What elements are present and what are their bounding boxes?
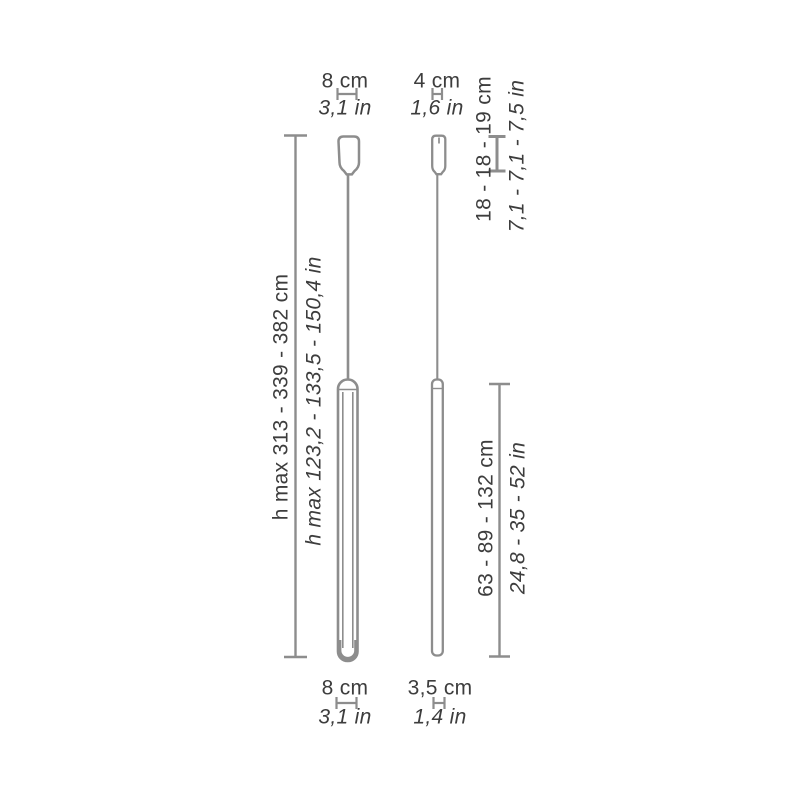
label-left-top-width-cm: 8 cm bbox=[321, 69, 369, 93]
label-max-height-in: h max 123,2 - 133,5 - 150,4 in bbox=[302, 256, 326, 546]
left-lamp-canopy bbox=[339, 137, 360, 175]
label-diffuser-height-in: 24,8 - 35 - 52 in bbox=[506, 441, 530, 595]
label-left-top-width-in: 3,1 in bbox=[318, 96, 372, 120]
label-right-top-width-in: 1,6 in bbox=[410, 96, 464, 120]
label-diffuser-height-cm: 63 - 89 - 132 cm bbox=[474, 439, 498, 597]
label-right-top-width-cm: 4 cm bbox=[413, 69, 461, 93]
label-suspension-height-cm: 18 - 18 - 19 cm bbox=[472, 76, 496, 222]
label-right-bottom-width-in: 1,4 in bbox=[413, 705, 467, 729]
left-lamp-tube bbox=[338, 380, 358, 662]
label-right-bottom-width-cm: 3,5 cm bbox=[407, 676, 473, 700]
label-suspension-height-in: 7,1 - 7,1 - 7,5 in bbox=[505, 79, 529, 233]
label-max-height-cm: h max 313 - 339 - 382 cm bbox=[269, 273, 293, 521]
label-left-bottom-width-cm: 8 cm bbox=[321, 676, 369, 700]
label-left-bottom-width-in: 3,1 in bbox=[318, 705, 372, 729]
right-lamp-tube bbox=[432, 380, 443, 656]
